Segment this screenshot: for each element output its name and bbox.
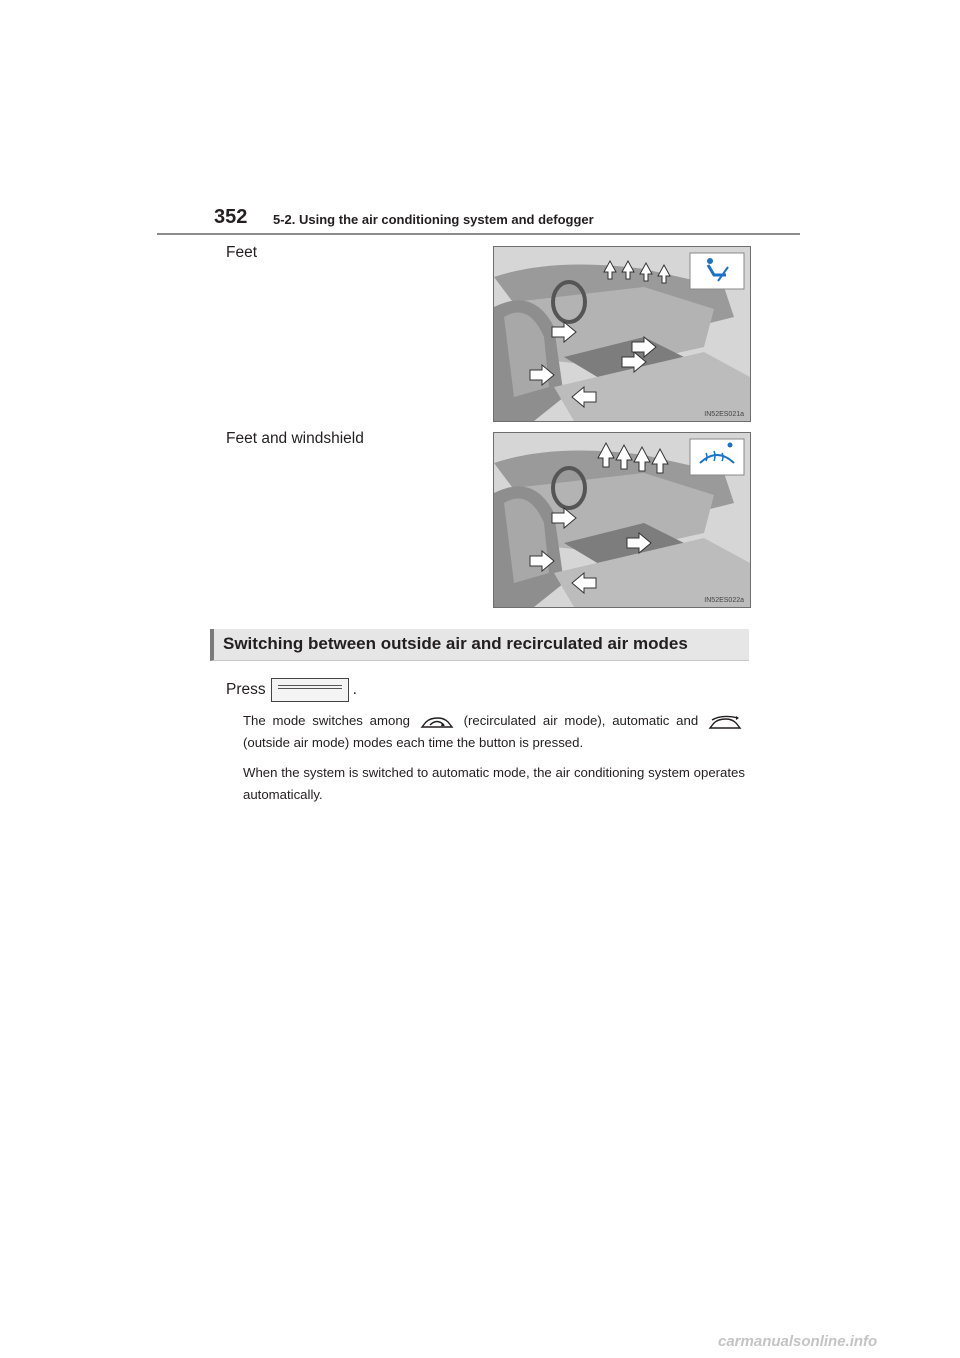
press-suffix: . — [352, 681, 357, 698]
figure-label-feet-windshield: Feet and windshield — [226, 430, 364, 447]
auto-mode-paragraph: When the system is switched to automatic mode, the air conditioning system operates automatically. — [243, 765, 745, 802]
para1-part-c: (outside air mode) modes each time the button is pressed. — [243, 735, 584, 750]
figure-code: IN52ES021a — [704, 411, 744, 418]
press-instruction — [226, 677, 357, 703]
para1-part-a: The mode switches among — [243, 713, 410, 728]
header-rule — [157, 233, 800, 235]
watermark: carmanualsonline.info — [718, 1333, 878, 1350]
page-number: 352 — [214, 206, 248, 228]
air-intake-button-icon — [271, 678, 349, 702]
section-heading: 5-2. Using the air conditioning system and defogger — [273, 212, 594, 227]
mode-switch-paragraph — [243, 710, 745, 754]
outside-air-icon — [708, 714, 742, 730]
feet-airflow-illustration — [493, 246, 751, 422]
recirculated-air-icon — [420, 714, 454, 730]
section-band — [210, 629, 749, 661]
feet-windshield-airflow-illustration — [493, 432, 751, 608]
figure-code: IN52ES022a — [704, 597, 744, 604]
section-title: Switching between outside air and recirculated air modes — [223, 634, 688, 653]
press-prefix: Press — [226, 681, 266, 698]
page-header — [214, 206, 800, 236]
para1-part-b: (recirculated air mode), automatic and — [463, 713, 699, 728]
figure-label-feet: Feet — [226, 244, 258, 261]
